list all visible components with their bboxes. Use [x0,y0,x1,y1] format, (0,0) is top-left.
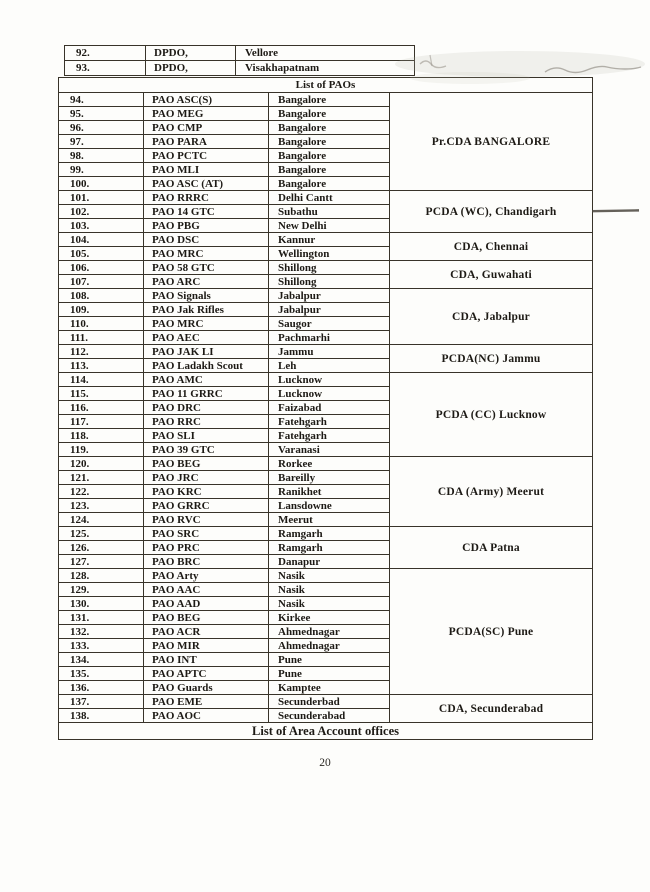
pao-table [58,77,593,740]
pao-name-cell: PAO PRC [144,541,269,555]
pao-no-cell: 125. [59,527,144,541]
pao-location-cell: Shillong [269,275,390,289]
dpdo-no-cell: 92. [65,46,146,61]
dpdo-name-cell: DPDO, [146,46,236,61]
pao-no-cell: 116. [59,401,144,415]
pao-location-cell: Ahmednagar [269,639,390,653]
pao-name-cell: PAO CMP [144,121,269,135]
scan-smudge [395,51,645,77]
scan-scribble [420,61,446,68]
pao-location-cell: Shillong [269,261,390,275]
pao-row [59,289,593,303]
pao-name-cell: PAO RRRC [144,191,269,205]
pao-location-cell: Pune [269,653,390,667]
pao-no-cell: 107. [59,275,144,289]
pao-no-cell: 102. [59,205,144,219]
pao-row [59,261,593,275]
scan-scribble [545,66,641,72]
pao-name-cell: PAO AAC [144,583,269,597]
pao-location-cell: Bangalore [269,149,390,163]
pao-location-cell: Subathu [269,205,390,219]
pao-name-cell: PAO RRC [144,415,269,429]
pao-location-cell: Pune [269,667,390,681]
pao-no-cell: 97. [59,135,144,149]
pao-no-cell: 121. [59,471,144,485]
pao-no-cell: 104. [59,233,144,247]
pao-name-cell: PAO Arty [144,569,269,583]
pao-name-cell: PAO ARC [144,275,269,289]
pao-no-cell: 106. [59,261,144,275]
pao-location-cell: Bangalore [269,135,390,149]
pao-no-cell: 99. [59,163,144,177]
pao-location-cell: Leh [269,359,390,373]
pao-no-cell: 95. [59,107,144,121]
area-offices-heading-row [59,723,593,740]
pao-no-cell: 114. [59,373,144,387]
pao-row [59,93,593,107]
dpdo-no-cell: 93. [65,61,146,76]
pao-name-cell: PAO ASC (AT) [144,177,269,191]
pao-location-cell: Meerut [269,513,390,527]
pao-name-cell: PAO DSC [144,233,269,247]
pao-no-cell: 98. [59,149,144,163]
cda-group-cell: PCDA(SC) Pune [390,569,593,695]
pao-location-cell: New Delhi [269,219,390,233]
pao-location-cell: Lansdowne [269,499,390,513]
pao-no-cell: 108. [59,289,144,303]
pao-location-cell: Jammu [269,345,390,359]
pao-no-cell: 131. [59,611,144,625]
pao-row [59,345,593,359]
pao-name-cell: PAO BEG [144,611,269,625]
cda-group-cell: PCDA (CC) Lucknow [390,373,593,457]
pao-name-cell: PAO PCTC [144,149,269,163]
pao-location-cell: Jabalpur [269,303,390,317]
pao-name-cell: PAO PARA [144,135,269,149]
pao-name-cell: PAO RVC [144,513,269,527]
pao-row [59,569,593,583]
pao-name-cell: PAO APTC [144,667,269,681]
pao-no-cell: 101. [59,191,144,205]
pao-no-cell: 133. [59,639,144,653]
dpdo-table-body [65,46,415,76]
pao-location-cell: Ahmednagar [269,625,390,639]
dpdo-table [64,45,415,76]
pao-row [59,527,593,541]
pao-no-cell: 120. [59,457,144,471]
pao-location-cell: Bangalore [269,177,390,191]
cda-group-cell: CDA Patna [390,527,593,569]
pao-location-cell: Lucknow [269,373,390,387]
pao-location-cell: Kamptee [269,681,390,695]
cda-group-cell: PCDA(NC) Jammu [390,345,593,373]
pao-no-cell: 132. [59,625,144,639]
pao-location-cell: Nasik [269,569,390,583]
cda-group-cell: CDA, Jabalpur [390,289,593,345]
pao-location-cell: Faizabad [269,401,390,415]
pao-location-cell: Danapur [269,555,390,569]
pao-no-cell: 96. [59,121,144,135]
pao-name-cell: PAO AOC [144,709,269,723]
pao-no-cell: 137. [59,695,144,709]
pao-name-cell: PAO EME [144,695,269,709]
pao-location-cell: Wellington [269,247,390,261]
cda-group-cell: CDA, Secunderabad [390,695,593,723]
pao-no-cell: 134. [59,653,144,667]
pen-dash [592,209,639,212]
dpdo-row [65,61,415,76]
pao-name-cell: PAO 14 GTC [144,205,269,219]
pao-name-cell: PAO ASC(S) [144,93,269,107]
pao-location-cell: Lucknow [269,387,390,401]
pao-location-cell: Rorkee [269,457,390,471]
pao-location-cell: Jabalpur [269,289,390,303]
dpdo-location-cell: Visakhapatnam [236,61,415,76]
pao-no-cell: 112. [59,345,144,359]
pao-no-cell: 109. [59,303,144,317]
pao-no-cell: 124. [59,513,144,527]
pao-row [59,233,593,247]
pao-name-cell: PAO MRC [144,317,269,331]
pao-name-cell: PAO 11 GRRC [144,387,269,401]
pao-no-cell: 136. [59,681,144,695]
pao-name-cell: PAO Ladakh Scout [144,359,269,373]
pao-no-cell: 138. [59,709,144,723]
pao-location-cell: Bangalore [269,121,390,135]
pao-name-cell: PAO PBG [144,219,269,233]
pao-row [59,695,593,709]
pao-name-cell: PAO MLI [144,163,269,177]
pao-name-cell: PAO Jak Rifles [144,303,269,317]
pao-title-row [59,78,593,93]
pao-name-cell: PAO BRC [144,555,269,569]
dpdo-row [65,46,415,61]
pao-name-cell: PAO 58 GTC [144,261,269,275]
pao-no-cell: 103. [59,219,144,233]
pao-location-cell: Kirkee [269,611,390,625]
pao-location-cell: Kannur [269,233,390,247]
pao-location-cell: Secunderabad [269,709,390,723]
pao-no-cell: 119. [59,443,144,457]
pao-location-cell: Ramgarh [269,527,390,541]
pao-name-cell: PAO Signals [144,289,269,303]
cda-group-cell: CDA, Chennai [390,233,593,261]
scan-scribble [430,55,432,66]
pao-name-cell: PAO MEG [144,107,269,121]
pao-name-cell: PAO INT [144,653,269,667]
pao-no-cell: 105. [59,247,144,261]
pao-location-cell: Saugor [269,317,390,331]
pao-name-cell: PAO KRC [144,485,269,499]
pao-name-cell: PAO MRC [144,247,269,261]
pao-location-cell: Fatehgarh [269,415,390,429]
pao-name-cell: PAO 39 GTC [144,443,269,457]
dpdo-location-cell: Vellore [236,46,415,61]
pao-name-cell: PAO DRC [144,401,269,415]
cda-group-cell: Pr.CDA BANGALORE [390,93,593,191]
pao-location-cell: Bangalore [269,93,390,107]
pao-location-cell: Nasik [269,583,390,597]
pao-row [59,373,593,387]
page-number: 20 [319,757,331,769]
pao-no-cell: 118. [59,429,144,443]
pao-no-cell: 100. [59,177,144,191]
pao-no-cell: 113. [59,359,144,373]
pao-location-cell: Pachmarhi [269,331,390,345]
dpdo-name-cell: DPDO, [146,61,236,76]
pao-location-cell: Delhi Cantt [269,191,390,205]
pao-table-title: List of PAOs [59,78,593,93]
pao-no-cell: 123. [59,499,144,513]
pao-location-cell: Ranikhet [269,485,390,499]
pao-name-cell: PAO AMC [144,373,269,387]
pao-name-cell: PAO Guards [144,681,269,695]
pao-location-cell: Varanasi [269,443,390,457]
pao-name-cell: PAO JAK LI [144,345,269,359]
pao-no-cell: 128. [59,569,144,583]
pao-row [59,457,593,471]
pao-name-cell: PAO JRC [144,471,269,485]
pao-name-cell: PAO BEG [144,457,269,471]
pao-no-cell: 115. [59,387,144,401]
area-offices-heading: List of Area Account offices [59,723,593,740]
pao-no-cell: 94. [59,93,144,107]
cda-group-cell: CDA (Army) Meerut [390,457,593,527]
pao-name-cell: PAO AEC [144,331,269,345]
pao-name-cell: PAO ACR [144,625,269,639]
pao-location-cell: Bangalore [269,107,390,121]
pao-name-cell: PAO GRRC [144,499,269,513]
pao-no-cell: 117. [59,415,144,429]
pao-table-body [59,78,593,740]
pao-no-cell: 126. [59,541,144,555]
pao-row [59,191,593,205]
pao-no-cell: 135. [59,667,144,681]
pao-name-cell: PAO MIR [144,639,269,653]
pao-no-cell: 129. [59,583,144,597]
pao-location-cell: Ramgarh [269,541,390,555]
pao-location-cell: Bangalore [269,163,390,177]
pao-no-cell: 122. [59,485,144,499]
pao-no-cell: 127. [59,555,144,569]
pao-name-cell: PAO AAD [144,597,269,611]
pao-name-cell: PAO SRC [144,527,269,541]
pao-location-cell: Secunderbad [269,695,390,709]
pao-location-cell: Nasik [269,597,390,611]
pao-no-cell: 110. [59,317,144,331]
pao-location-cell: Bareilly [269,471,390,485]
pao-location-cell: Fatehgarh [269,429,390,443]
pao-no-cell: 111. [59,331,144,345]
cda-group-cell: CDA, Guwahati [390,261,593,289]
pao-name-cell: PAO SLI [144,429,269,443]
pao-no-cell: 130. [59,597,144,611]
cda-group-cell: PCDA (WC), Chandigarh [390,191,593,233]
